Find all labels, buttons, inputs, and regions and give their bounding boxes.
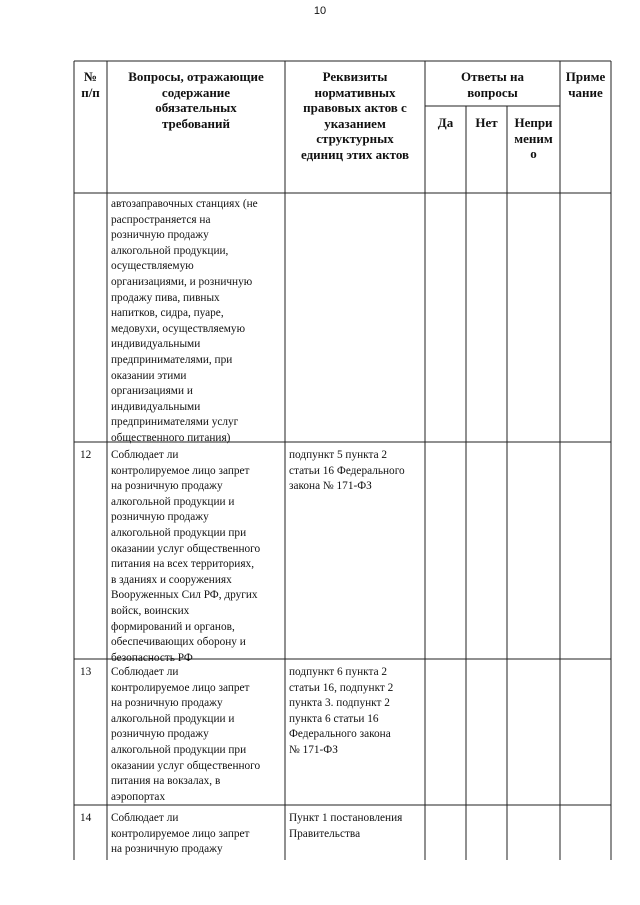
table-row-number: 14 xyxy=(80,812,92,824)
table-row-question: Соблюдает ли контролируемое лицо запрет на розничную продажу xyxy=(111,812,250,856)
table-row-question: Соблюдает ли контролируемое лицо запрет на розничную продажу алкогольной продукции и розничную продажу алкогольной продукции при оказании услуг общественного питания на вокзалах, в аэропортах xyxy=(111,666,261,803)
table-row-requisites: Пункт 1 постановления Правительства xyxy=(289,812,403,840)
table-row-question: Соблюдает ли контролируемое лицо запрет на розничную продажу алкогольной продукции и розничную продажу алкогольной продукции при оказании услуг общественного питания на всех территориях, в зданиях и сооружениях Вооруженных Сил РФ, других войск, воинских формирований и органов, обеспечивающих оборону и безопасность РФ xyxy=(111,449,261,664)
header-requisites: Реквизиты нормативных правовых актов с указанием структурных единиц этих актов xyxy=(300,69,410,162)
header-answers: Ответы на вопросы xyxy=(460,69,525,100)
table-row-number: 13 xyxy=(80,666,92,678)
table-row-question: автозаправочных станциях (не распространяется на розничную продажу алкогольной продукции, осуществляемую организациями, и розничную продажу пива, пивных напитков, сидра, пуаре, медовухи, осуществляемую индивидуальными предпринимателями, при оказании этими организациями и индивидуальными предпринимателями услуг общественного питания) xyxy=(111,198,258,444)
header-no: Нет xyxy=(475,115,498,130)
table-row-requisites: подпункт 6 пункта 2 статьи 16, подпункт 2 пункта 3. подпункт 2 пункта 6 статьи 16 Федерального закона № 171-ФЗ xyxy=(289,666,394,756)
header-not-applicable: Непри меним о xyxy=(514,115,553,161)
table-row-requisites: подпункт 5 пункта 2 статьи 16 Федерального закона № 171-ФЗ xyxy=(289,449,405,493)
page-number: 10 xyxy=(313,5,327,17)
header-note: Приме чание xyxy=(565,69,606,100)
header-yes: Да xyxy=(437,115,454,130)
header-num: № п/п xyxy=(81,69,100,100)
header-question: Вопросы, отражающие содержание обязательных требований xyxy=(128,69,264,131)
table-row-number: 12 xyxy=(80,449,92,461)
